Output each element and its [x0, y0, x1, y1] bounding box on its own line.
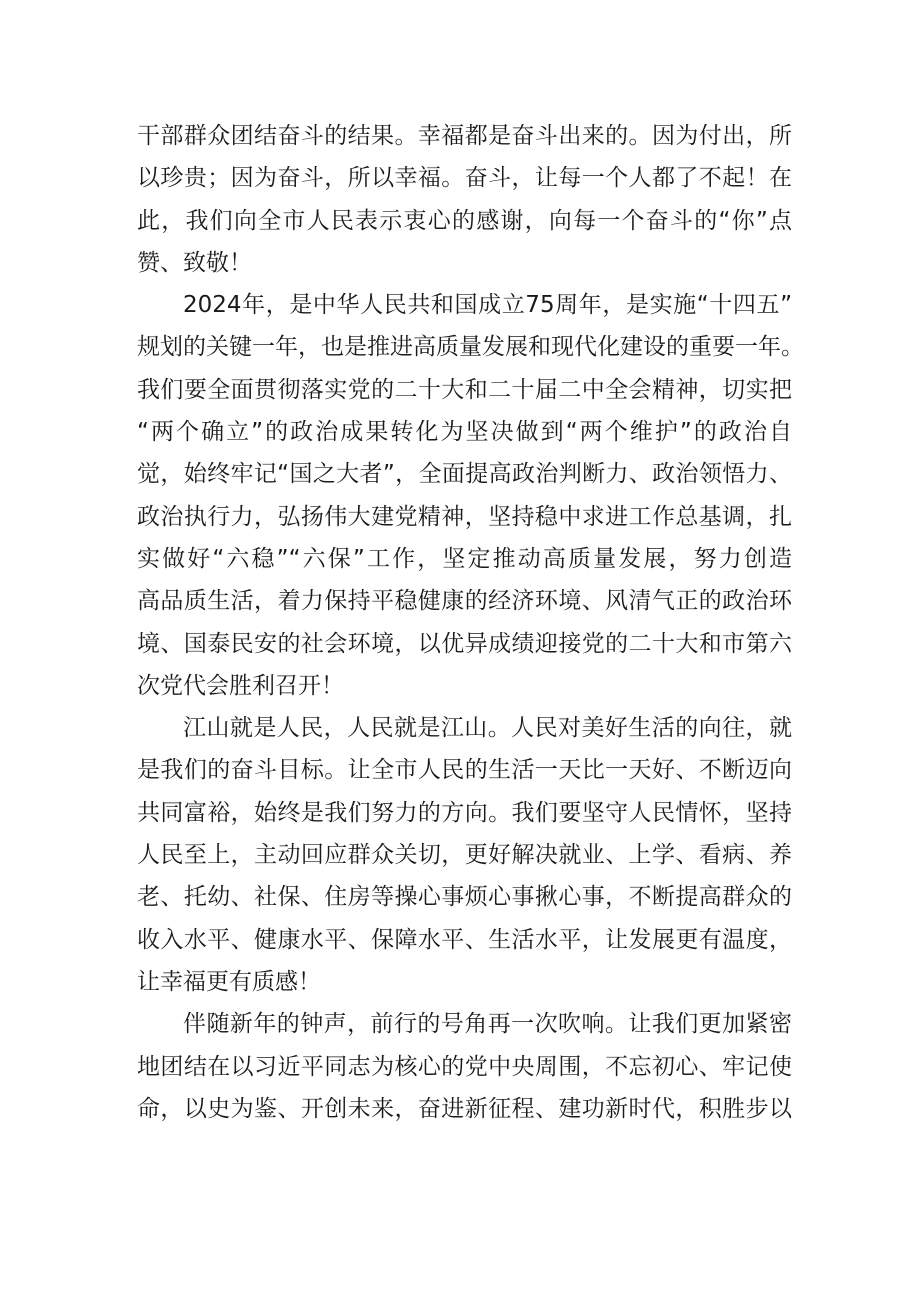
paragraph	[137, 1003, 792, 1130]
text-line: 是我们的奋斗目标。让全市人民的生活一天比一天好、不断迈向	[137, 757, 792, 784]
text-line: 地团结在以习近平同志为核心的党中央周围，不忘初心、牢记使	[137, 1053, 792, 1080]
text-line: “两个确立”的政治成果转化为坚决做到“两个维护”的政治自	[137, 419, 792, 446]
paragraph	[137, 284, 804, 707]
text-line: 次党代会胜利召开！	[137, 672, 344, 699]
text-line: 我们要全面贯彻落实党的二十大和二十届二中全会精神，切实把	[137, 376, 792, 403]
text-line: 江山就是人民，人民就是江山。人民对美好生活的向往，就	[183, 715, 792, 742]
text-line: 此，我们向全市人民表示衷心的感谢，向每一个奋斗的“你”点	[137, 207, 792, 234]
text-line: 以珍贵；因为奋斗，所以幸福。奋斗，让每一个人都了不起！在	[137, 165, 792, 192]
text-line: 规划的关键一年，也是推进高质量发展和现代化建设的重要一年。	[137, 334, 804, 361]
text-line: 2024年，是中华人民共和国成立75周年，是实施“十四五”	[183, 292, 792, 319]
text-line: 干部群众团结奋斗的结果。幸福都是奋斗出来的。因为付出，所	[137, 123, 792, 149]
text-line: 让幸福更有质感！	[137, 968, 321, 995]
text-line: 政治执行力，弘扬伟大建党精神，坚持稳中求进工作总基调，扎	[137, 503, 792, 530]
text-line: 赞、致敬！	[137, 249, 252, 276]
text-line: 老、托幼、社保、住房等操心事烦心事揪心事，不断提高群众的	[137, 884, 792, 911]
text-line: 伴随新年的钟声，前行的号角再一次吹响。让我们更加紧密	[183, 1011, 792, 1038]
text-line: 命，以史为鉴、开创未来，奋进新征程、建功新时代，积胜步以	[137, 1095, 792, 1122]
text-line: 收入水平、健康水平、保障水平、生活水平，让发展更有温度，	[137, 926, 792, 953]
paragraph	[137, 115, 792, 284]
text-line: 境、国泰民安的社会环境，以优异成绩迎接党的二十大和市第六	[137, 630, 792, 657]
paragraph	[137, 707, 792, 1003]
text-line: 高品质生活，着力保持平稳健康的经济环境、风清气正的政治环	[137, 588, 792, 615]
text-line: 共同富裕，始终是我们努力的方向。我们要坚守人民情怀，坚持	[137, 799, 792, 826]
text-line: 实做好“六稳”“六保”工作，坚定推动高质量发展，努力创造	[137, 545, 792, 572]
text-line: 觉，始终牢记“国之大者”，全面提高政治判断力、政治领悟力、	[137, 461, 792, 488]
document-body	[137, 115, 804, 1130]
text-line: 人民至上，主动回应群众关切，更好解决就业、上学、看病、养	[137, 842, 792, 869]
